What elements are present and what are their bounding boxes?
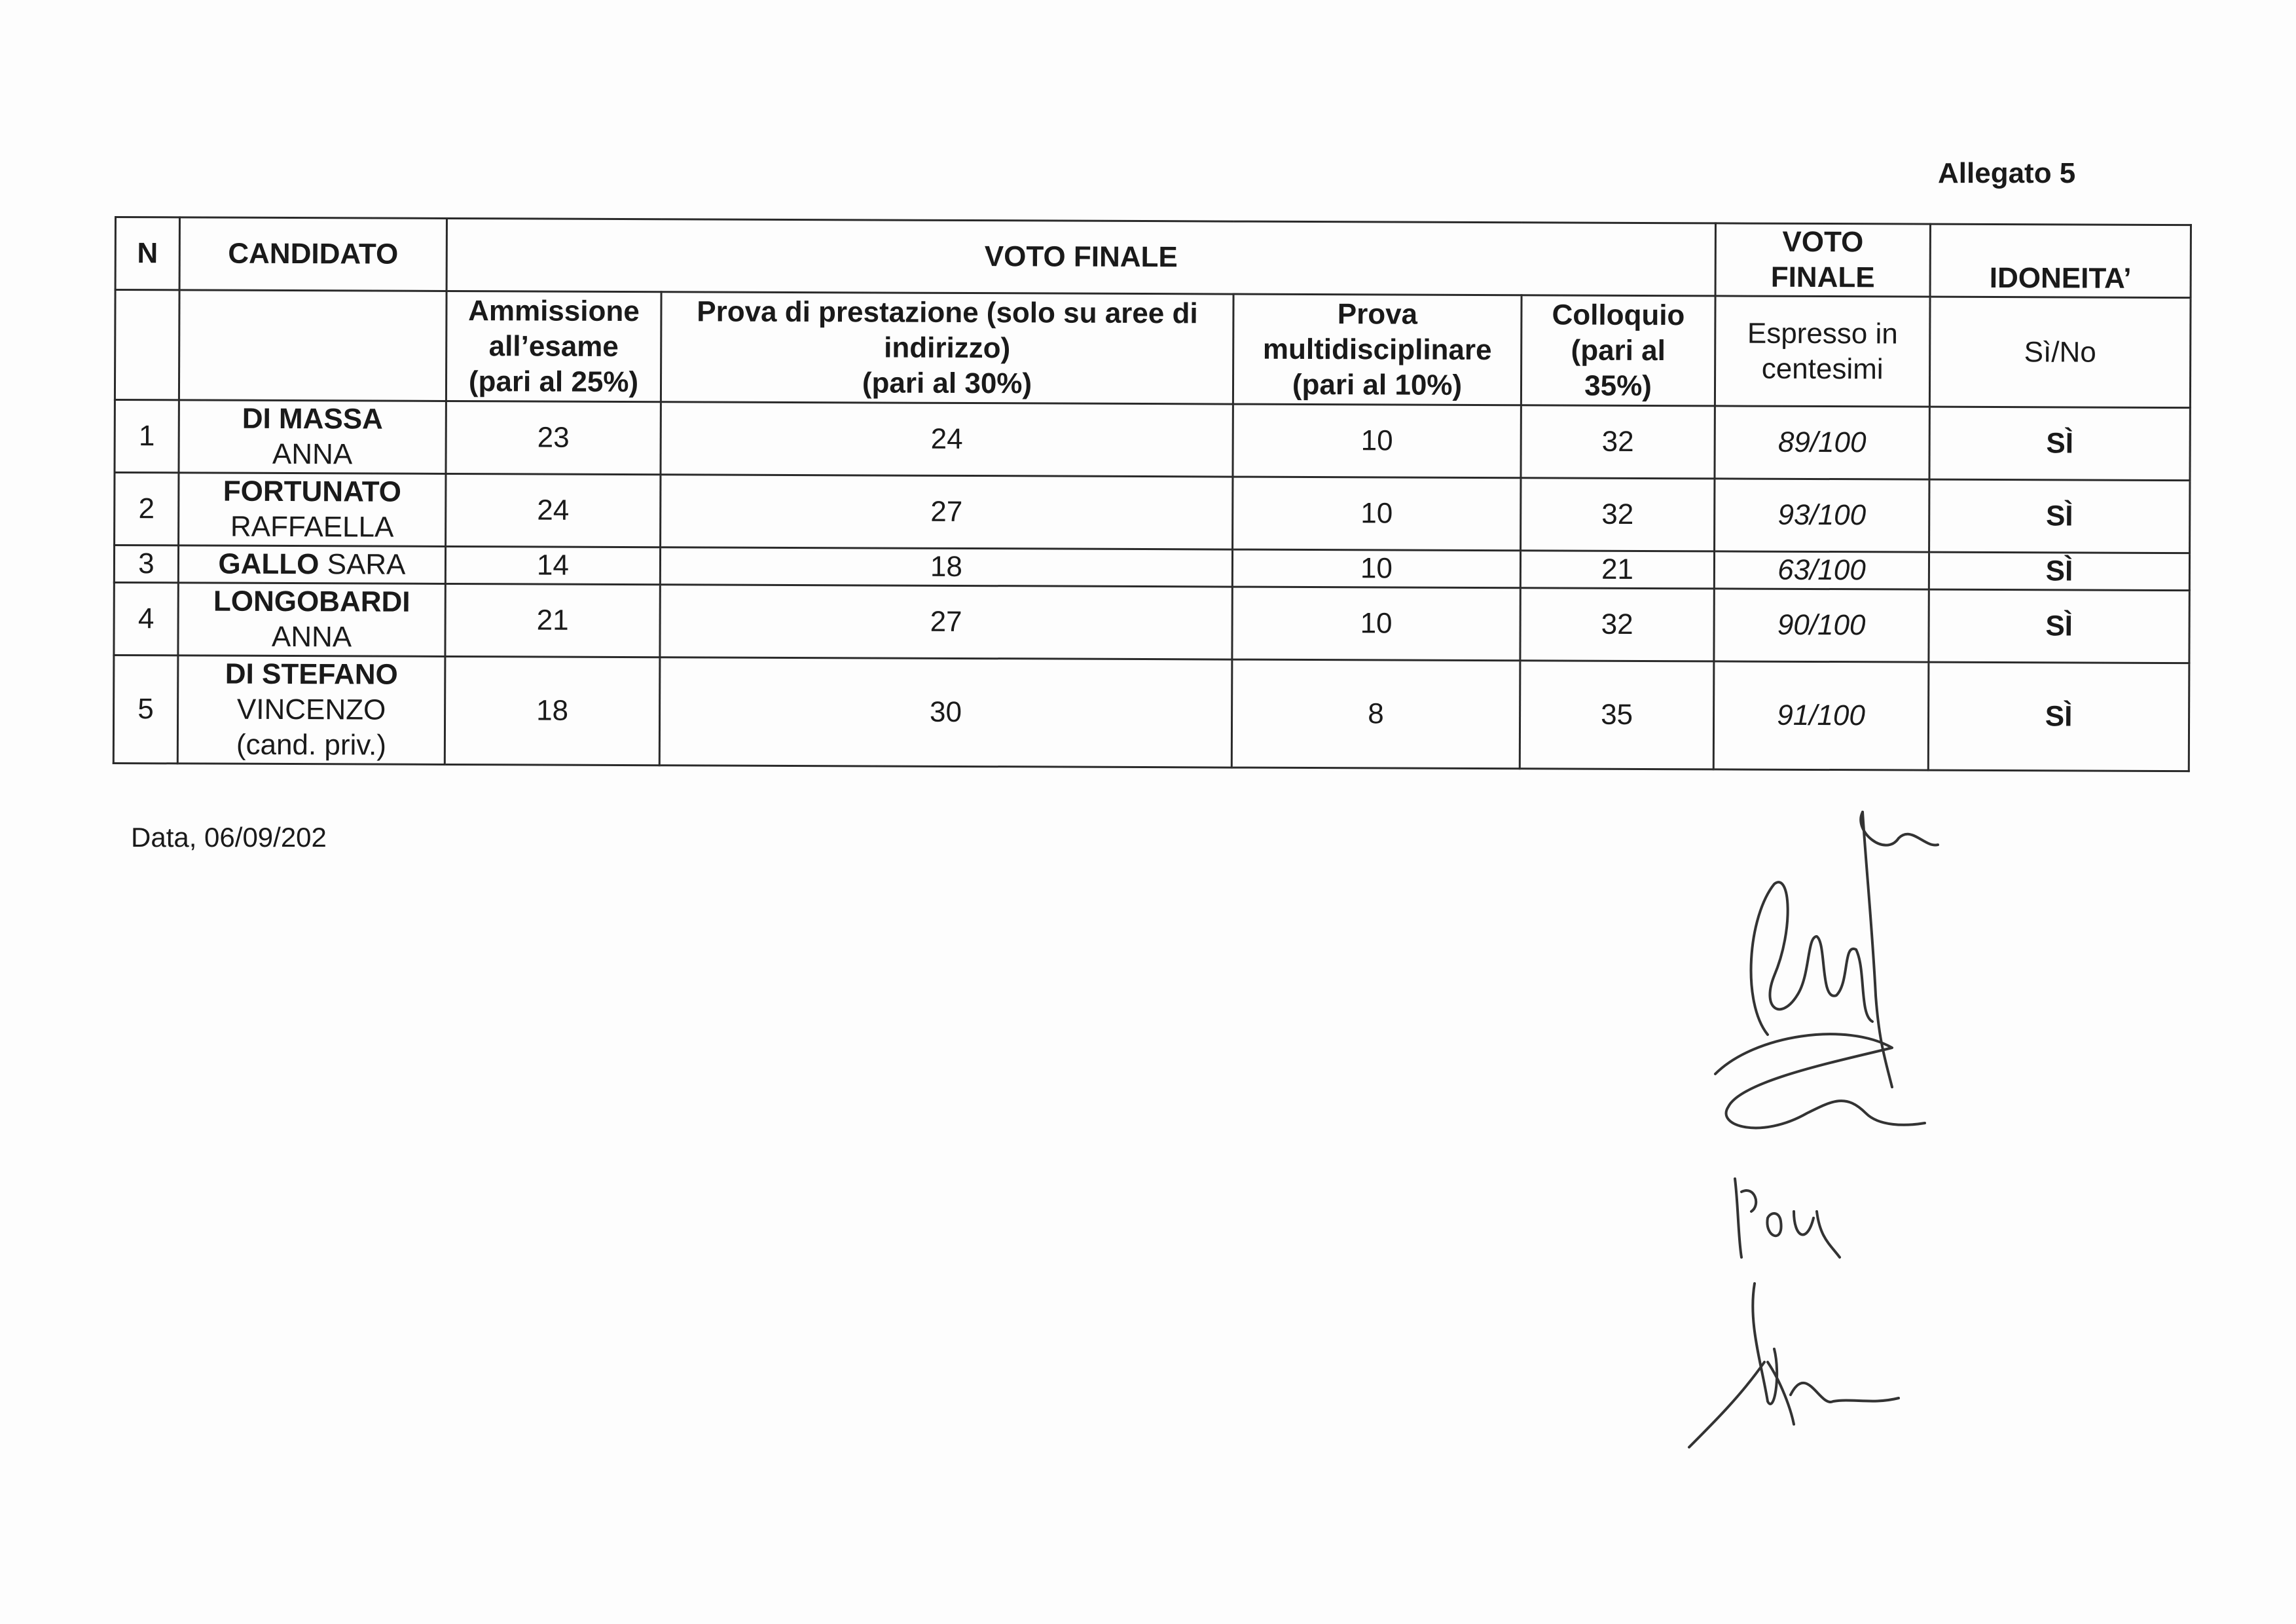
header-idoneita: IDONEITA’ <box>1930 224 2191 298</box>
header-voto-finale-text: VOTO FINALE <box>984 240 1178 274</box>
cell-prestazione: 18 <box>660 547 1232 587</box>
candidate-name: ANNA <box>271 620 352 654</box>
header-n: N <box>115 217 179 290</box>
signature-stroke-1 <box>1751 882 1872 1035</box>
signature-stroke-5 <box>1735 1179 1840 1257</box>
cell-voto: 93/100 <box>1715 479 1929 552</box>
cell-ammissione: 18 <box>445 656 660 765</box>
cell-idoneita: SÌ <box>1929 589 2189 663</box>
header-ammissione-line1: Ammissione <box>468 294 640 327</box>
table-row <box>115 400 2190 481</box>
cell-idoneita: SÌ <box>1929 479 2190 553</box>
header-sub-empty-candidato <box>179 290 446 401</box>
cell-prestazione: 27 <box>660 585 1232 659</box>
candidate-surname: DI MASSA <box>242 402 383 435</box>
cell-colloquio: 32 <box>1521 478 1715 551</box>
table-row <box>115 473 2190 553</box>
signature-stroke-4 <box>1715 1034 1925 1128</box>
signature-stroke-6 <box>1753 1283 1777 1404</box>
cell-ammissione: 14 <box>445 546 660 584</box>
header-multi-line3: (pari al 10%) <box>1292 368 1463 401</box>
cell-n: 2 <box>115 473 179 545</box>
header-colloquio <box>1521 295 1715 406</box>
header-voto-finale <box>446 218 1715 295</box>
cell-colloquio: 32 <box>1521 405 1715 479</box>
document-date: Data, 06/09/202 <box>131 822 327 853</box>
candidate-surname: GALLO <box>218 547 319 581</box>
cell-candidato <box>178 583 445 657</box>
header-candidato: CANDIDATO <box>179 217 446 291</box>
cell-idoneita: SÌ <box>1928 662 2189 771</box>
header-espresso-line2: centesimi <box>1761 352 1884 385</box>
signature-stroke-3 <box>1861 812 1938 845</box>
header-sub-empty-n <box>115 290 179 400</box>
header-voto-line2: FINALE <box>1770 261 1875 294</box>
cell-n: 1 <box>115 400 179 473</box>
candidate-name: ANNA <box>272 437 353 471</box>
signature-stroke-8 <box>1768 1362 1899 1424</box>
header-prestazione-line2: indirizzo) <box>884 331 1011 364</box>
cell-voto: 63/100 <box>1714 551 1929 589</box>
header-ammissione <box>446 291 661 401</box>
cell-multi: 10 <box>1232 549 1520 588</box>
header-voto-line1: VOTO <box>1782 225 1864 259</box>
cell-prestazione: 24 <box>661 402 1233 477</box>
header-multi-line1: Prova <box>1337 297 1418 331</box>
candidate-note: (cand. priv.) <box>236 728 387 762</box>
header-colloquio-line3: 35%) <box>1584 369 1652 402</box>
header-row-top <box>115 217 2191 298</box>
cell-candidato <box>179 473 446 547</box>
header-ammissione-line3: (pari al 25%) <box>468 365 639 398</box>
candidate-name: SARA <box>327 548 406 581</box>
cell-multi: 10 <box>1233 477 1521 551</box>
signature-stroke-7 <box>1689 1362 1764 1447</box>
cell-candidato <box>178 545 445 584</box>
cell-ammissione: 21 <box>445 583 660 657</box>
cell-prestazione: 30 <box>659 657 1232 767</box>
cell-candidato <box>177 655 445 765</box>
header-prestazione-line1: Prova di prestazione (solo su aree di <box>697 295 1198 329</box>
header-prestazione-line3: (pari al 30%) <box>862 366 1032 399</box>
cell-n: 4 <box>114 583 178 655</box>
header-prova-prestazione <box>661 292 1233 404</box>
cell-prestazione: 27 <box>661 475 1233 549</box>
cell-voto: 90/100 <box>1714 589 1929 662</box>
cell-n: 3 <box>114 545 178 583</box>
cell-n: 5 <box>113 655 178 764</box>
header-row-sub <box>115 290 2191 408</box>
header-si-no: Sì/No <box>1929 297 2191 408</box>
cell-ammissione: 24 <box>446 473 661 547</box>
candidate-surname: LONGOBARDI <box>213 585 410 618</box>
header-espresso-centesimi <box>1715 296 1930 407</box>
cell-voto: 91/100 <box>1713 661 1929 770</box>
cell-multi: 10 <box>1233 404 1521 478</box>
table-row <box>114 583 2189 663</box>
candidate-name: RAFFAELLA <box>230 510 394 544</box>
attachment-label: Allegato 5 <box>1938 157 2076 189</box>
handwritten-signatures <box>1676 786 1977 1460</box>
cell-multi: 8 <box>1231 659 1520 769</box>
header-voto-finale-centesimi <box>1715 223 1930 297</box>
cell-idoneita: SÌ <box>1929 407 2190 481</box>
cell-colloquio: 32 <box>1520 588 1714 661</box>
header-colloquio-line2: (pari al <box>1571 334 1666 367</box>
header-ammissione-line2: all’esame <box>488 329 619 363</box>
candidate-name: VINCENZO <box>236 693 386 726</box>
candidate-surname: FORTUNATO <box>223 475 402 508</box>
header-multi-line2: multidisciplinare <box>1262 333 1492 366</box>
cell-colloquio: 35 <box>1520 661 1714 769</box>
cell-colloquio: 21 <box>1520 551 1714 589</box>
cell-idoneita: SÌ <box>1929 552 2189 591</box>
cell-voto: 89/100 <box>1715 406 1929 479</box>
candidate-surname: DI STEFANO <box>225 657 398 691</box>
cell-ammissione: 23 <box>446 401 661 474</box>
cell-candidato <box>179 400 446 474</box>
results-table <box>113 216 2192 772</box>
header-colloquio-line1: Colloquio <box>1552 298 1685 331</box>
cell-multi: 10 <box>1232 587 1520 661</box>
header-prova-multidisciplinare <box>1233 294 1522 405</box>
table-row <box>113 655 2189 771</box>
header-espresso-line1: Espresso in <box>1747 317 1898 350</box>
